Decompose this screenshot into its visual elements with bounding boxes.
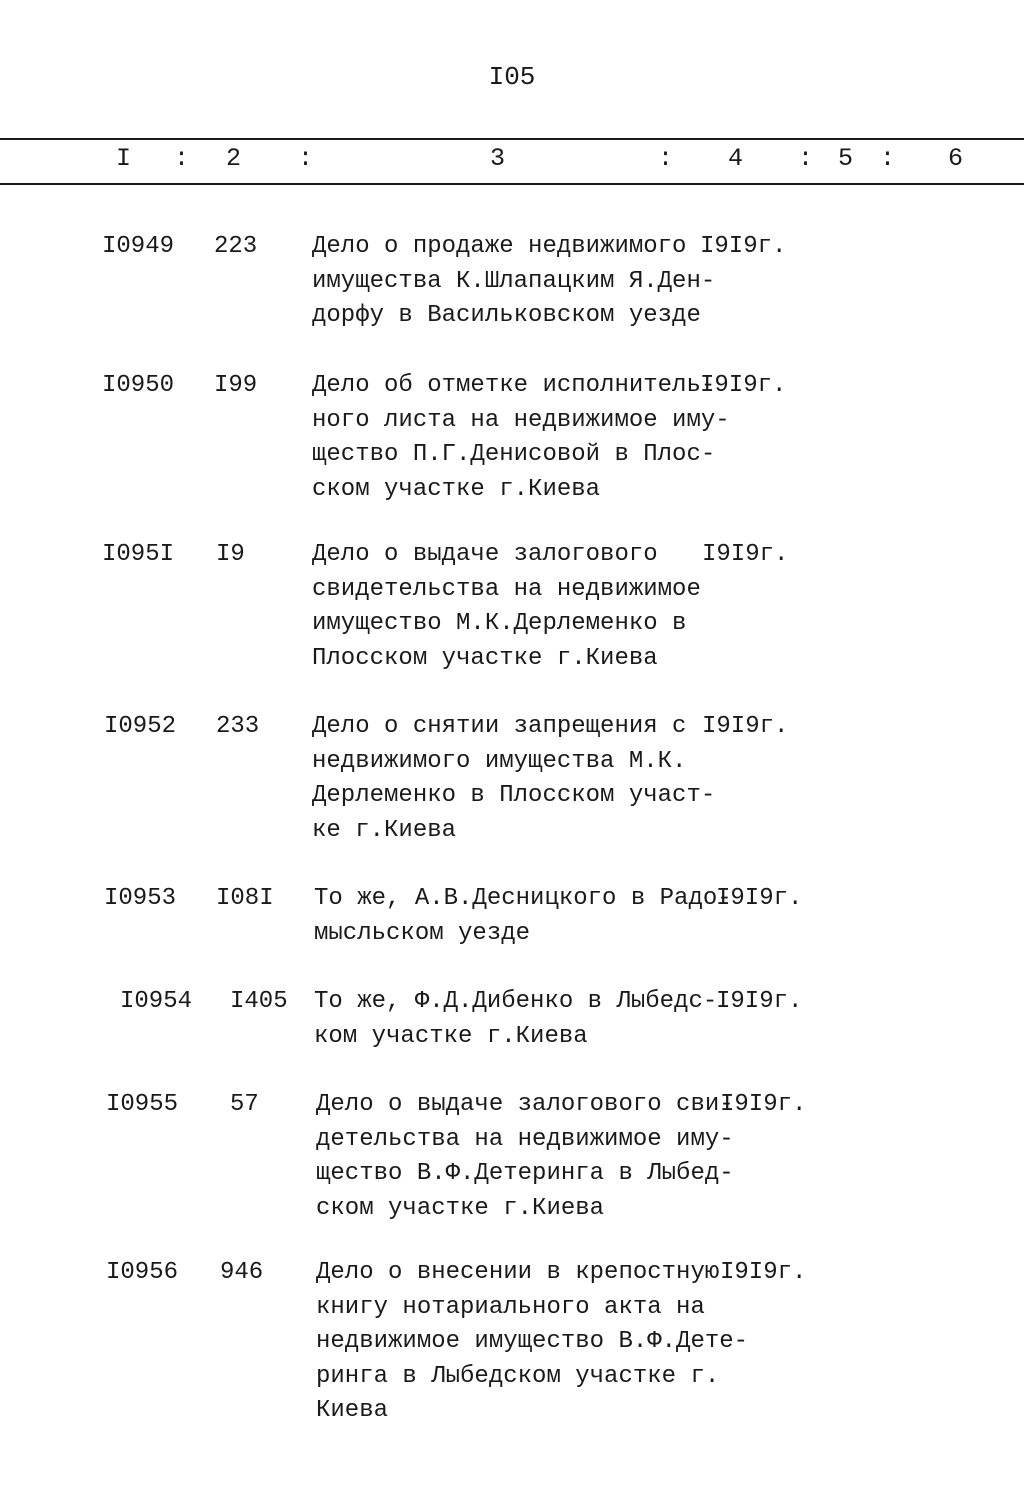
description-line: детельства на недвижимое иму-	[316, 1125, 734, 1153]
header-bottom-rule	[0, 183, 1024, 185]
entry-sheets: I9	[216, 541, 245, 568]
description-line: ском участке г.Киева	[312, 475, 601, 503]
header-top-rule	[0, 138, 1024, 140]
column-6-label: 6	[948, 144, 964, 173]
entry-year: I9I9г.	[720, 1259, 807, 1286]
entry-number: I0956	[106, 1259, 179, 1286]
column-separator: :	[880, 144, 896, 173]
entry-sheets: 946	[220, 1259, 264, 1286]
description-line: Дело о внесении в крепостную	[316, 1259, 720, 1286]
description-line: То же, Ф.Д.Дибенко в Лыбедс-	[314, 988, 718, 1015]
description-line: Киева	[316, 1397, 389, 1424]
description-line: Дерлеменко в Плосском участ-	[312, 782, 716, 809]
entry-number: I0953	[104, 885, 177, 912]
entry-number: I0952	[104, 713, 177, 740]
description-line: щество П.Г.Денисовой в Плос-	[312, 441, 716, 468]
description-line: То же, А.В.Десницкого в Радо-	[314, 885, 732, 912]
description-line: книгу нотариального акта на	[316, 1293, 705, 1321]
entry-year: I9I9г.	[716, 988, 803, 1015]
entry-sheets: I08I	[216, 885, 274, 912]
description-line: щество В.Ф.Детеринга в Лыбед-	[316, 1160, 734, 1187]
entry-description	[312, 369, 730, 507]
entry-sheets: 57	[230, 1091, 259, 1118]
entry-year: I9I9г.	[720, 1091, 807, 1118]
description-line: мысльском уезде	[314, 919, 531, 947]
description-line: недвижимое имущество В.Ф.Дете-	[316, 1328, 749, 1355]
entry-number: I0954	[120, 988, 193, 1015]
entry-sheets: 233	[216, 713, 260, 740]
entry-number: I0955	[106, 1091, 179, 1118]
column-5-label: 5	[838, 144, 854, 173]
entry-sheets: 223	[214, 233, 258, 260]
column-1-label: I	[116, 144, 132, 173]
column-separator: :	[798, 144, 814, 173]
description-line: имущества К.Шлапацким Я.Ден-	[312, 267, 716, 295]
entry-number: I0950	[102, 372, 175, 399]
entry-description	[314, 882, 732, 951]
page-number: I05	[488, 62, 536, 92]
description-line: дорфу в Васильковском уезде	[312, 302, 701, 329]
description-line: ке г.Киева	[312, 816, 457, 844]
description-line: недвижимого имущества М.К.	[312, 747, 687, 775]
description-line: ском участке г.Киева	[316, 1194, 605, 1222]
description-line: Дело о продаже недвижимого	[312, 233, 687, 260]
entry-description	[312, 230, 715, 334]
description-line: имущество М.К.Дерлеменко в	[312, 610, 687, 637]
column-4-label: 4	[728, 144, 744, 173]
entry-description	[312, 710, 715, 848]
entry-description	[314, 985, 717, 1054]
entry-sheets: I99	[214, 372, 258, 399]
description-line: ного листа на недвижимое иму-	[312, 406, 730, 434]
entry-number: I095I	[102, 541, 175, 568]
entry-number: I0949	[102, 233, 175, 260]
description-line: Дело об отметке исполнитель-	[312, 372, 716, 399]
entry-year: I9I9г.	[700, 372, 787, 399]
entry-description	[312, 538, 701, 676]
column-separator: :	[174, 144, 190, 173]
description-line: свидетельства на недвижимое	[312, 575, 701, 603]
column-separator: :	[298, 144, 314, 173]
column-3-label: 3	[490, 144, 506, 173]
description-line: Дело о снятии запрещения с	[312, 713, 687, 740]
description-line: Дело о выдаче залогового сви-	[316, 1091, 734, 1118]
entry-year: I9I9г.	[702, 541, 789, 568]
entry-year: I9I9г.	[716, 885, 803, 912]
description-line: Дело о выдаче залогового	[312, 541, 658, 568]
entry-description	[316, 1088, 734, 1226]
entry-description	[316, 1256, 748, 1429]
description-line: ком участке г.Киева	[314, 1022, 588, 1050]
column-header-row	[0, 142, 1024, 178]
entry-sheets: I405	[230, 988, 288, 1015]
column-separator: :	[658, 144, 674, 173]
description-line: Плосском участке г.Киева	[312, 644, 658, 672]
column-2-label: 2	[226, 144, 242, 173]
description-line: ринга в Лыбедском участке г.	[316, 1362, 720, 1390]
entry-year: I9I9г.	[700, 233, 787, 260]
entry-year: I9I9г.	[702, 713, 789, 740]
